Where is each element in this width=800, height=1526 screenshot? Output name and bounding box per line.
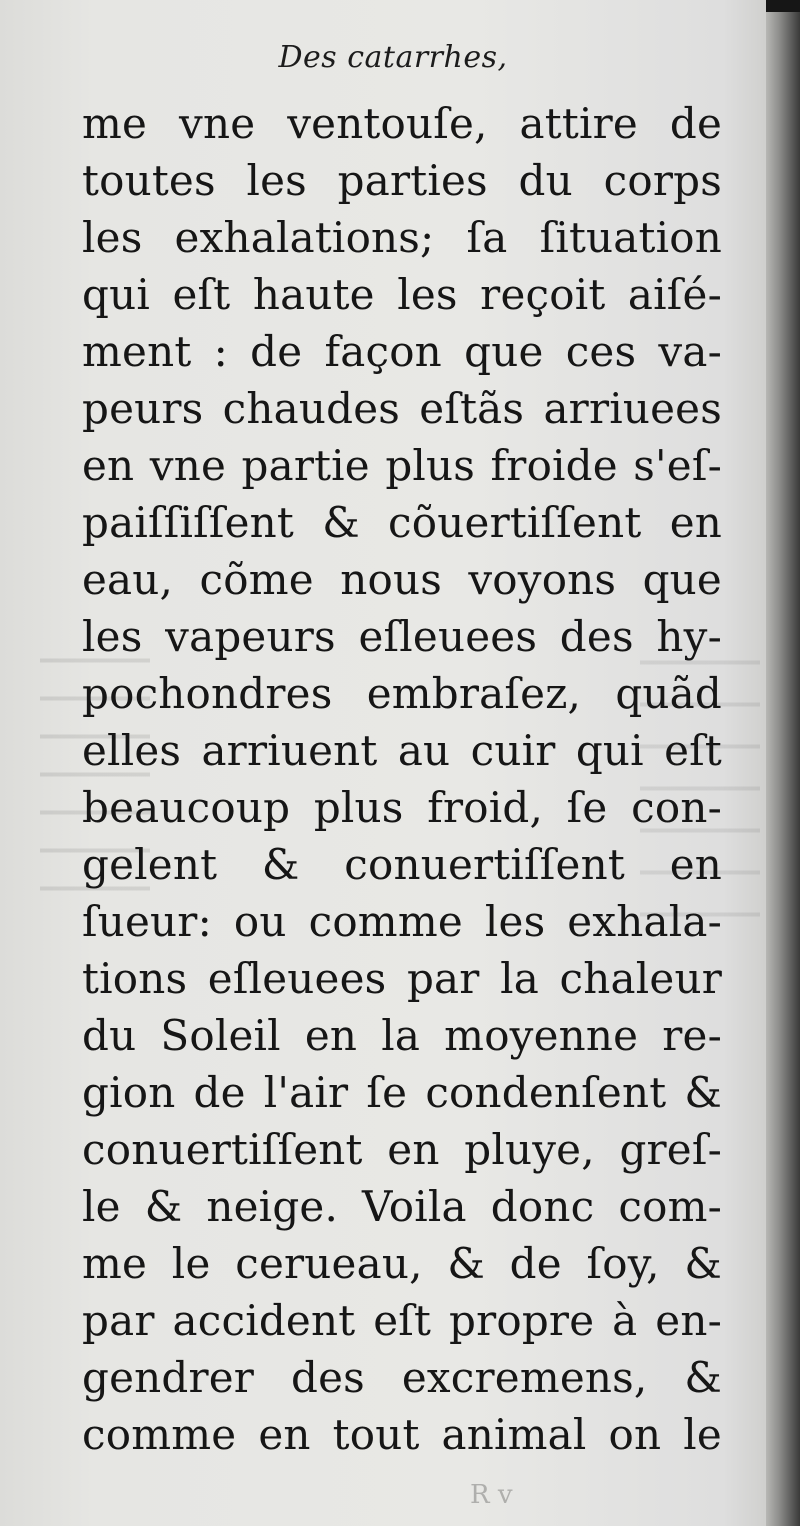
page-edge-corner <box>766 0 800 12</box>
text-line: toutes les parties du corps <box>82 156 722 205</box>
text-line: pochondres embraſez, quãd <box>82 669 722 718</box>
text-line: eau, cõme nous voyons que <box>82 555 722 604</box>
page-edge-shadow <box>766 0 800 1526</box>
text-line: elles arriuent au cuir qui eſt <box>82 726 722 775</box>
text-line: paiſſiſſent & cõuertiſſent en <box>82 498 722 547</box>
text-line: gelent & conuertiſſent en <box>82 840 722 889</box>
text-line: par accident eſt propre à en- <box>82 1296 722 1345</box>
text-line: me vne ventouſe, attire de <box>82 99 722 148</box>
text-line: qui eſt haute les reçoit aiſé- <box>82 270 722 319</box>
text-line: du Soleil en la moyenne re- <box>82 1011 722 1060</box>
text-line: gendrer des excremens, & <box>82 1353 722 1402</box>
text-line: ment : de façon que ces va- <box>82 327 722 376</box>
text-line: le & neige. Voila donc com- <box>82 1182 722 1231</box>
text-line: peurs chaudes eſtãs arriuees <box>82 384 722 433</box>
text-line: comme en tout animal on le <box>82 1410 722 1459</box>
text-line: tions eſleuees par la chaleur <box>82 954 722 1003</box>
text-line: ſueur: ou comme les exhala- <box>82 897 722 946</box>
text-line: les vapeurs eſleuees des hy- <box>82 612 722 661</box>
text-line: beaucoup plus froid, ſe con- <box>82 783 722 832</box>
text-line: conuertiſſent en pluye, greſ- <box>82 1125 722 1174</box>
body-text <box>82 95 722 1463</box>
text-line: les exhalations; ſa ſituation <box>82 213 722 262</box>
signature-mark: R v <box>470 1480 513 1510</box>
text-line: en vne partie plus froide s'eſ- <box>82 441 722 490</box>
text-line: me le cerueau, & de ſoy, & <box>82 1239 722 1288</box>
running-head: Des catarrhes, <box>278 40 508 75</box>
text-line: gion de l'air ſe condenſent & <box>82 1068 722 1117</box>
